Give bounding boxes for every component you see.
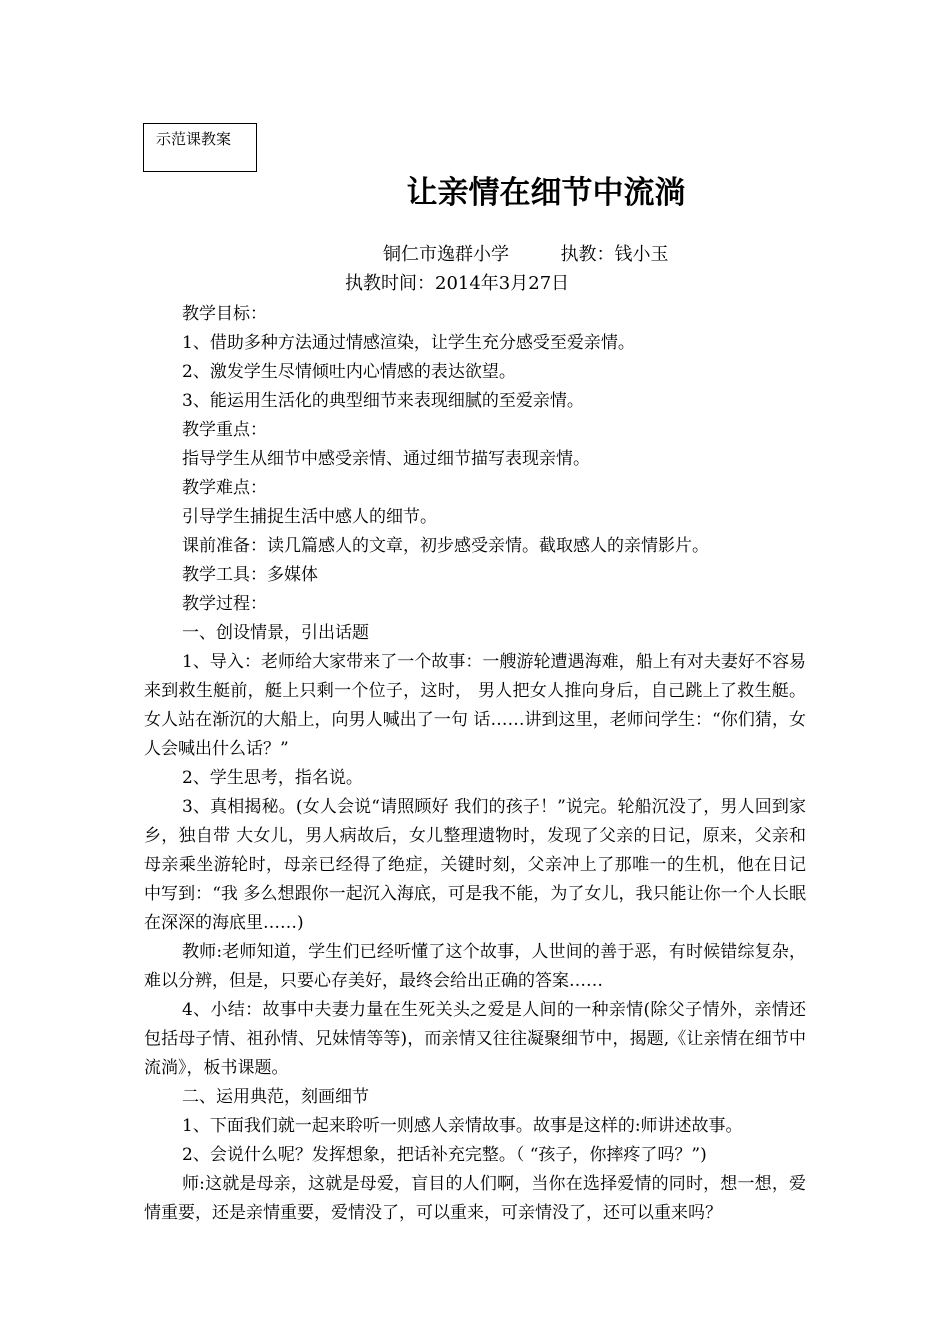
paragraph: 教学难点： [182, 478, 267, 498]
paragraph: 1、借助多种方法通过情感渲染，让学生充分感受至爱亲情。 [182, 333, 635, 353]
paragraph: 指导学生从细节中感受亲情、通过细节描写表现亲情。 [182, 449, 590, 469]
paragraph: 课前准备：读几篇感人的文章，初步感受亲情。截取感人的亲情影片。 [182, 536, 709, 556]
paragraph: 2、会说什么呢？发挥想象，把话补充完整。（ “孩子，你摔疼了吗？”) [182, 1145, 707, 1165]
paragraph: 1、导入：老师给大家带来了一个故事：一艘游轮遭遇海难，船上有对夫妻好不容易 来到救生艇前，艇上只剩一个位子，这时， 男人把女人推向身后，自己跳上了救生艇。 女人站在渐沉的大船上，向男人喊出了一句 话……讲到这里，老师问学生：“你们猜，女 人会喊出什么话？” [144, 652, 806, 759]
paragraph: 3、真相揭秘。(女人会说“请照顾好 我们的孩子！”说完。轮船沉没了，男人回到家乡，独自带 大女儿，男人病故后，女儿整理遗物时，发现了父亲的日记，原来，父亲和母亲乘坐游轮时，母亲已经得了绝症，关键时刻，父亲冲上了那唯一的生机，他在日记中写到：“我 多么想跟你一起沉入海底，可是我不能，为了女儿，我只能让你一个人长眠在深深的海底里……) [144, 797, 806, 933]
paragraph: 1、下面我们就一起来聆听一则感人亲情故事。故事是这样的:师讲述故事。 [182, 1116, 743, 1136]
paragraph: 教学重点： [182, 420, 267, 440]
school-teacher-line: 铜仁市逸群小学 执教：钱小玉 [383, 244, 669, 265]
paragraph: 3、能运用生活化的典型细节来表现细腻的至爱亲情。 [182, 391, 584, 411]
paragraph: 二、运用典范，刻画细节 [182, 1087, 369, 1107]
paragraph: 师:这就是母亲，这就是母爱，盲目的人们啊，当你在选择爱情的同时，想一想，爱情重要，还是亲情重要，爱情没了，可以重来，可亲情没了，还可以重来吗？ [144, 1174, 806, 1223]
paragraph: 教学工具：多媒体 [182, 565, 318, 585]
paragraph: 2、学生思考，指名说。 [182, 768, 363, 788]
paragraph: 2、激发学生尽情倾吐内心情感的表达欲望。 [182, 362, 516, 382]
paragraph: 4、小结：故事中夫妻力量在生死关头之爱是人间的一种亲情(除父子情外，亲情还包括母子情、祖孙情、兄妹情等等)，而亲情又往往凝聚细节中，揭题,《让亲情在细节中流淌》，板书课题。 [144, 1000, 806, 1078]
lesson-content [144, 300, 806, 1228]
teaching-time-line: 执教时间：2014年3月27日 [345, 273, 570, 294]
document-type-text: 示范课教案 [156, 130, 232, 148]
paragraph: 教学目标： [182, 304, 267, 324]
paragraph: 教学过程： [182, 594, 267, 614]
paragraph: 引导学生捕捉生活中感人的细节。 [182, 507, 437, 527]
page-title: 让亲情在细节中流淌 [406, 175, 686, 211]
paragraph: 一、创设情景，引出话题 [182, 623, 369, 643]
document-type-label [143, 123, 257, 172]
paragraph: 教师:老师知道，学生们已经听懂了这个故事，人世间的善于恶，有时候错综复杂，难以分辨，但是，只要心存美好，最终会给出正确的答案…… [144, 942, 806, 991]
